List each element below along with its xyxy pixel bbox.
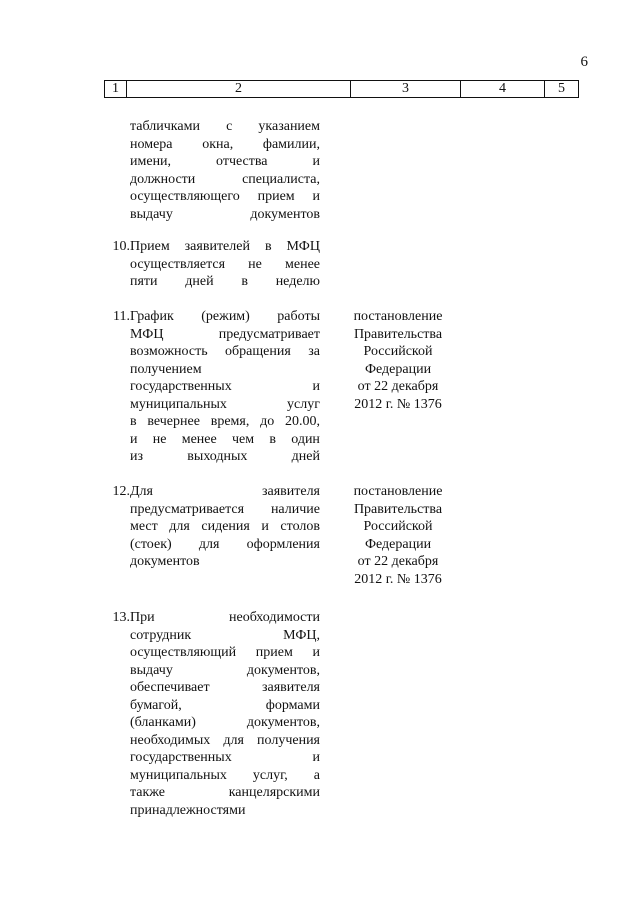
word: документов,: [246, 662, 320, 678]
word: МФЦ: [286, 239, 320, 254]
text-line: [130, 662, 320, 680]
word: возможность: [130, 344, 208, 359]
text-line: [130, 802, 320, 820]
text-line: [130, 238, 320, 256]
word: за: [308, 344, 320, 359]
text-line: [130, 273, 320, 291]
word: специалиста,: [242, 171, 320, 187]
legal-basis-line: постановление: [353, 309, 443, 324]
word: прием: [255, 645, 293, 660]
legal-basis-line: Российской: [363, 344, 433, 359]
word: а: [313, 767, 320, 783]
word: государственных: [130, 750, 232, 765]
item-number: 13.: [112, 610, 130, 625]
word: не: [152, 431, 167, 447]
word: вечернее: [147, 414, 200, 429]
word: также: [130, 785, 166, 800]
text-line: [130, 749, 320, 767]
word: в: [269, 431, 276, 447]
legal-basis-line: Федерации: [364, 536, 432, 552]
text-line: [130, 609, 320, 627]
word: из выходных дней: [130, 449, 320, 464]
word: МФЦ,: [283, 627, 320, 643]
word: и: [312, 379, 320, 394]
legal-basis-line: Федерации: [364, 361, 432, 377]
word: услуг,: [252, 767, 288, 783]
legal-basis-line: 2012 г. № 1376: [354, 396, 442, 412]
word: для: [169, 519, 190, 534]
text-line: [130, 714, 320, 732]
text-line: [130, 697, 320, 715]
legal-basis-line: от 22 декабря: [357, 554, 439, 569]
word: не: [248, 256, 262, 272]
word: имени,: [130, 154, 172, 169]
word: чем: [231, 431, 255, 447]
word: время,: [210, 414, 250, 429]
text-line: [130, 679, 320, 697]
requirement-text: [130, 609, 320, 819]
word: При: [130, 610, 155, 625]
word: необходимости: [228, 610, 320, 625]
header-col-5: 5: [544, 81, 579, 97]
text-line: [130, 413, 320, 431]
word: наличие: [270, 501, 320, 517]
text-line: [130, 206, 320, 224]
header-col-3: 3: [350, 81, 460, 97]
legal-basis: [338, 308, 458, 413]
word: табличками: [130, 119, 200, 134]
text-line: [130, 767, 320, 785]
word: и: [312, 189, 320, 204]
item-number: 12.: [112, 484, 130, 499]
word: документов,: [246, 715, 320, 730]
text-line: [130, 483, 320, 501]
legal-basis-line: Российской: [363, 519, 433, 534]
legal-basis-line: постановление: [353, 484, 443, 499]
word: фамилии,: [262, 136, 320, 152]
requirement-text: [130, 118, 320, 223]
word: 20.00,: [284, 414, 320, 429]
word: бумагой,: [130, 697, 182, 713]
word: (режим): [201, 309, 250, 324]
text-line: [130, 343, 320, 361]
legal-basis-line: Правительства: [353, 501, 443, 517]
word: необходимых для получения: [130, 732, 320, 748]
word: и: [130, 431, 138, 447]
word: один: [291, 431, 320, 447]
word: столов: [280, 519, 320, 534]
text-line: [130, 326, 320, 344]
text-line: [130, 553, 320, 571]
word: мест: [130, 519, 158, 534]
word: отчества: [216, 154, 268, 169]
text-line: [130, 378, 320, 396]
word: в: [130, 414, 137, 429]
word: выдачу: [130, 662, 173, 678]
legal-basis-line: от 22 декабря: [357, 379, 439, 394]
text-line: [130, 448, 320, 466]
text-line: [130, 501, 320, 519]
word: (бланками): [130, 715, 196, 730]
word: сотрудник: [130, 627, 192, 643]
word: осуществляющий: [130, 645, 237, 660]
word: до: [260, 414, 275, 429]
text-line: [130, 171, 320, 189]
word: канцелярскими: [228, 785, 320, 800]
text-line: [130, 308, 320, 326]
word: (стоек): [130, 536, 172, 552]
word: оформления: [246, 536, 320, 552]
word: обеспечивает: [130, 680, 210, 695]
word: указанием: [258, 119, 320, 134]
word: окна,: [202, 136, 234, 152]
word: Для: [130, 484, 153, 499]
word: формами: [265, 697, 320, 713]
word: и: [261, 519, 269, 534]
word: государственных: [130, 379, 232, 394]
word: номера: [130, 136, 173, 152]
word: пяти дней в неделю: [130, 274, 320, 289]
text-line: [130, 118, 320, 136]
word: менее: [181, 431, 217, 447]
word: и: [312, 154, 320, 169]
word: принадлежностями: [130, 802, 246, 818]
page-number: 6: [580, 54, 588, 70]
legal-basis-line: Правительства: [353, 326, 443, 342]
word: заявителей: [184, 239, 250, 254]
text-line: [130, 396, 320, 414]
word: муниципальных: [130, 396, 227, 412]
word: Прием: [130, 239, 170, 254]
text-line: [130, 431, 320, 449]
word: услуг: [287, 396, 320, 412]
requirement-text: [130, 483, 320, 571]
header-col-4: 4: [460, 81, 544, 97]
text-line: [130, 536, 320, 554]
legal-basis-line: 2012 г. № 1376: [354, 571, 442, 587]
text-line: [130, 188, 320, 206]
word: предусматривает: [218, 326, 320, 342]
word: должности: [130, 171, 196, 187]
word: и: [312, 645, 320, 660]
table-header-row: [104, 80, 579, 98]
requirement-text: [130, 308, 320, 466]
text-line: [130, 518, 320, 536]
requirement-text: [130, 238, 320, 291]
word: сидения: [201, 519, 250, 534]
word: получением: [130, 361, 202, 377]
word: заявителя: [261, 484, 320, 499]
word: заявителя: [261, 680, 320, 695]
text-line: [130, 627, 320, 645]
item-number: 11.: [113, 309, 130, 324]
word: предусматривается: [130, 501, 245, 517]
word: График: [130, 309, 174, 324]
word: документов: [130, 554, 200, 569]
word: для: [198, 536, 220, 552]
header-col-2: 2: [126, 81, 350, 97]
word: менее: [285, 256, 320, 272]
text-line: [130, 361, 320, 379]
text-line: [130, 136, 320, 154]
word: с: [226, 119, 233, 134]
word: осуществляющего: [130, 189, 240, 204]
word: МФЦ: [130, 326, 164, 342]
text-line: [130, 153, 320, 171]
text-line: [130, 784, 320, 802]
word: обращения: [225, 344, 291, 359]
legal-basis: [338, 483, 458, 588]
header-col-1: 1: [104, 81, 126, 97]
item-number: 10.: [112, 239, 130, 254]
word: в: [264, 239, 272, 254]
text-line: [130, 732, 320, 750]
text-line: [130, 644, 320, 662]
word: осуществляется: [130, 256, 226, 272]
word: муниципальных: [130, 767, 227, 783]
word: прием: [257, 189, 295, 204]
word: и: [312, 750, 320, 765]
text-line: [130, 256, 320, 274]
word: работы: [277, 309, 320, 324]
word: выдачу документов: [130, 206, 320, 222]
